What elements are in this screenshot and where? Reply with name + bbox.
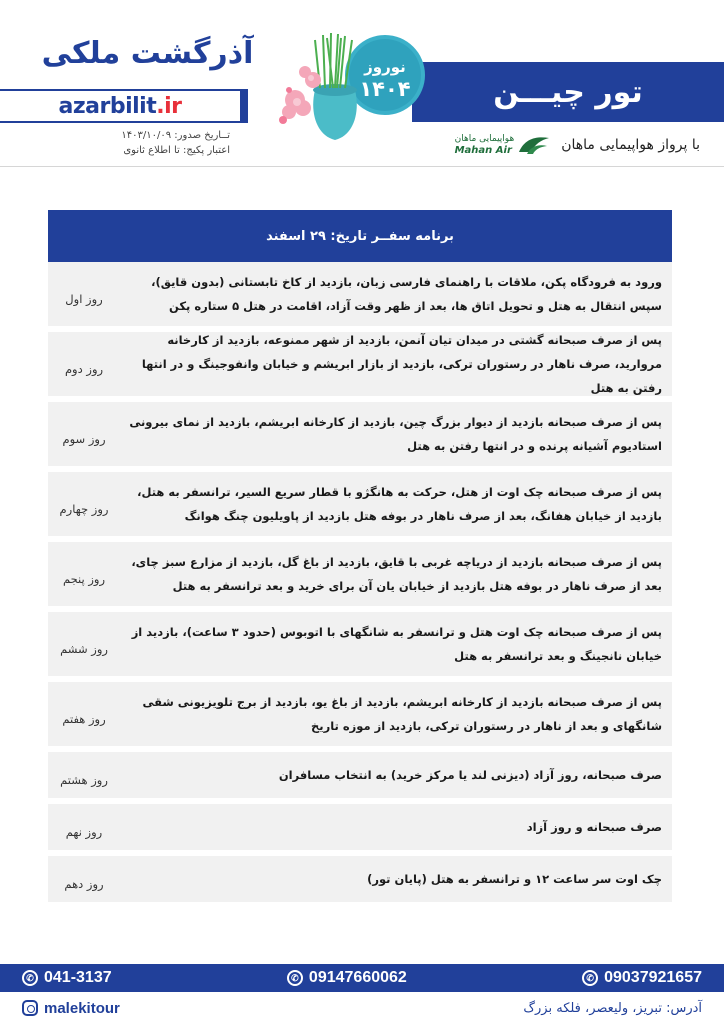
whatsapp-phone-1[interactable] [287,969,407,987]
itinerary-table [48,210,672,908]
day-description: پس از صرف صبحانه گشتی در میدان تیان آنمن، بازدید از شهر ممنوعه، بازدید از کارخانه مروارید، صرف ناهار در رستوران ترکی، بازدید از بازار ابریشم و خیابان وانفوجینگ و در انتها رفتن به هتل [141,333,662,395]
whatsapp-icon: ✆ [582,970,598,986]
day-label: روز دوم [64,362,104,376]
nowruz-year: ۱۴۰۴ [359,77,411,101]
table-row [48,804,672,856]
azarbilit-logo[interactable] [0,89,240,123]
footer-contact-bar [0,964,724,992]
airline-text: با پرواز هواپیمایی ماهان [561,137,700,153]
issue-info [80,128,230,158]
table-row [48,542,672,612]
table-row [48,472,672,542]
issue-date: تــاریخ صدور: ۱۴۰۳/۱۰/۰۹ [121,130,230,141]
instagram-link[interactable] [22,1000,120,1017]
package-validity: اعتبار پکیج: تا اطلاع ثانوی [123,145,230,156]
table-row [48,612,672,682]
day-description: پس از صرف صبحانه بازدید از دیوار بزرگ چین، بازدید از کارخانه ابریشم، بازدید از نمای بیرونی استادیوم آشیانه پرنده و در انتها رفتن به هتل [129,415,662,453]
whatsapp-icon: ✆ [287,970,303,986]
mahan-name [455,134,515,156]
whatsapp-phone-2[interactable] [582,969,702,987]
whatsapp-number-2: 09037921657 [604,969,702,986]
day-description: ورود به فرودگاه پکن، ملاقات با راهنمای فارسی زبان، بازدید از کاخ تابستانی (بدون قایق)، سپس انتقال به هتل و تحویل اتاق ها، بعد از ظهر وقت آزاد، اقامت در هتل ۵ ستاره پکن [151,275,662,313]
day-label: روز هفتم [62,712,106,726]
day-description: پس از صرف صبحانه بازدید از کارخانه ابریشم، بازدید از باغ یو، بازدید از برج تلویزیونی شقی شانگهای و بعد از ناهار در رستوران ترکی، بازدید از موزه تاریخ [142,695,662,733]
whatsapp-number-1: 09147660062 [308,969,407,986]
header-divider [0,166,724,167]
table-row [48,332,672,402]
day-description: صرف صبحانه و روز آزاد [526,820,662,834]
logo-main: azarbilit [58,93,157,119]
footer-bottom [0,996,724,1020]
mahan-fa: هواپیمایی ماهان [454,134,515,144]
tour-title: تور چیـــن [493,74,643,110]
day-label: روز سوم [62,432,106,446]
day-label: روز چهارم [59,502,109,516]
day-description: پس از صرف صبحانه چک اوت هتل و ترانسفر به شانگهای با اتوبوس (حدود ۳ ساعت)، بازدید از خیابان نانجینگ و بعد ترانسفر به هتل [131,625,662,663]
table-row [48,262,672,332]
day-label: روز نهم [65,825,103,839]
address: آدرس: تبریز، ولیعصر، فلکه بزرگ [523,1000,702,1016]
airline-info [440,130,700,160]
landline-phone[interactable] [22,969,112,987]
mahan-bird-icon [517,134,551,156]
landline-number: 041-3137 [44,969,112,986]
itinerary-title: برنامه سفــر تاریخ: ۲۹ اسفند [48,210,672,262]
page-header [0,0,724,170]
day-description: پس از صرف صبحانه بازدید از دریاچه غربی با قایق، بازدید از باغ گل، بازدید از مزارع سبز چای، بعد از صرف ناهار در بوفه هتل بازدید از خیابان یان آن برای خرید و بعد ترانسفر به هتل [131,555,662,593]
instagram-handle: malekitour [44,999,120,1017]
mahan-en: Mahan Air [454,145,512,156]
table-row [48,856,672,908]
day-description: پس از صرف صبحانه چک اوت از هتل، حرکت به هانگژو با قطار سریع السیر، ترانسفر به هتل، بازدید از خیابان هفانگ، بعد از صرف ناهار در بوفه هتل بازدید از پاویلیون چنگ هوانگ [137,485,662,523]
instagram-icon [22,1000,38,1016]
table-row [48,402,672,472]
day-label: روز اول [65,292,103,306]
day-label: روز هشتم [60,773,108,787]
day-label: روز دهم [64,877,104,891]
day-label: روز ششم [60,642,108,656]
table-row [48,752,672,804]
day-label: روز پنجم [62,572,106,586]
phone-icon: ✆ [22,970,38,986]
logo-text [59,94,182,119]
day-description: چک اوت سر ساعت ۱۲ و ترانسفر به هتل (پایان تور) [367,872,662,886]
logo-suffix: .ir [156,93,182,119]
company-name: آذرگشت ملکی [41,36,254,71]
nowruz-word: نوروز [364,58,406,76]
table-row [48,682,672,752]
day-description: صرف صبحانه، روز آزاد (دیزنی لند یا مرکز خرید) به انتخاب مسافران [278,768,662,782]
mahan-air-logo [455,134,552,156]
